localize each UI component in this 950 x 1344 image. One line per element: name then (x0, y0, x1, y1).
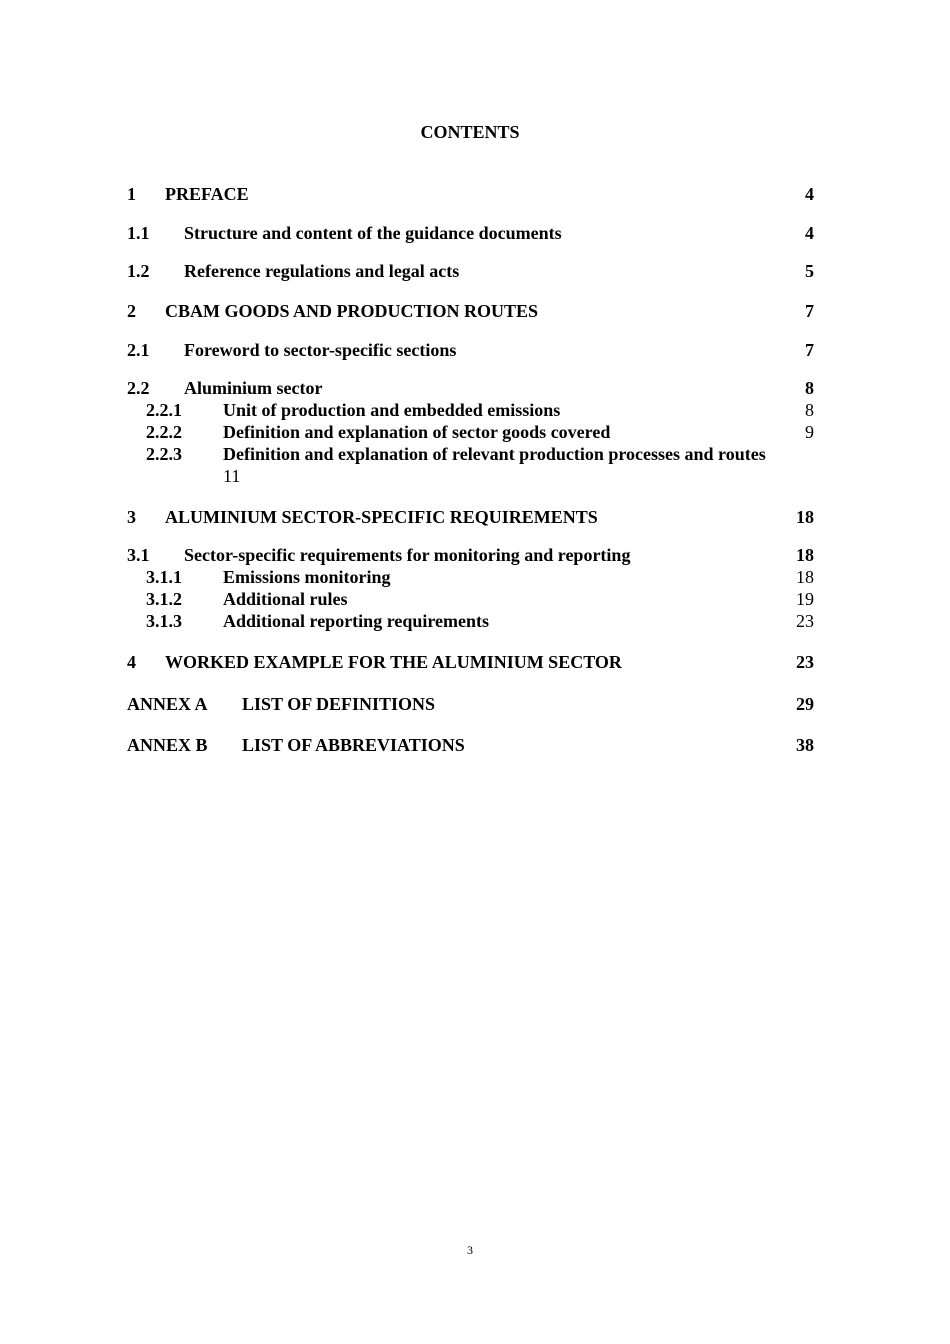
toc-page-number: 5 (805, 261, 814, 281)
toc-number: ANNEX B (127, 735, 208, 755)
toc-number: ANNEX A (127, 694, 208, 714)
toc-page-number: 11 (223, 466, 241, 486)
toc-page-number: 7 (805, 301, 814, 321)
toc-page-number: 18 (796, 567, 814, 587)
toc-title: LIST OF DEFINITIONS (242, 694, 436, 714)
toc-page-number: 4 (805, 184, 814, 204)
contents-heading: CONTENTS (420, 122, 520, 142)
toc-title: Additional rules (223, 589, 348, 609)
toc-title: LIST OF ABBREVIATIONS (242, 735, 465, 755)
toc-number: 2.2.2 (146, 422, 182, 442)
toc-number: 2.1 (127, 340, 150, 360)
toc-title: Definition and explanation of sector goods covered (223, 422, 611, 442)
toc-number: 4 (127, 652, 136, 672)
toc-title: CBAM GOODS AND PRODUCTION ROUTES (165, 301, 539, 321)
toc-number: 2 (127, 301, 136, 321)
toc-number: 1 (127, 184, 136, 204)
toc-page-number: 9 (805, 422, 814, 442)
toc-title: WORKED EXAMPLE FOR THE ALUMINIUM SECTOR (165, 652, 622, 672)
toc-number: 3.1.3 (146, 611, 182, 631)
toc-page-number: 7 (805, 340, 814, 360)
toc-page-number: 8 (805, 378, 814, 398)
toc-number: 1.2 (127, 261, 150, 281)
toc-title: Aluminium sector (184, 378, 323, 398)
toc-title: Unit of production and embedded emissions (223, 400, 561, 420)
toc-title: PREFACE (165, 184, 249, 204)
toc-page-number: 23 (796, 652, 814, 672)
toc-number: 2.2.1 (146, 400, 182, 420)
toc-title: Reference regulations and legal acts (184, 261, 460, 281)
toc-page-number: 19 (796, 589, 814, 609)
toc-number: 3 (127, 507, 136, 527)
toc-number: 1.1 (127, 223, 150, 243)
toc-page-number: 29 (796, 694, 814, 714)
toc-title: Definition and explanation of relevant production processes and routes (223, 444, 766, 464)
toc-title: Structure and content of the guidance documents (184, 223, 562, 243)
toc-number: 3.1.1 (146, 567, 182, 587)
toc-page-number: 23 (796, 611, 814, 631)
toc-page-number: 4 (805, 223, 814, 243)
toc-page-number: 18 (796, 545, 814, 565)
page-number: 3 (467, 1243, 473, 1257)
toc-number: 2.2 (127, 378, 150, 398)
toc-page-number: 18 (796, 507, 814, 527)
toc-title: Emissions monitoring (223, 567, 391, 587)
toc-page-number: 38 (796, 735, 814, 755)
toc-number: 2.2.3 (146, 444, 182, 464)
toc-title: Sector-specific requirements for monitoring and reporting (184, 545, 631, 565)
toc-title: Foreword to sector-specific sections (184, 340, 457, 360)
toc-title: Additional reporting requirements (223, 611, 490, 631)
toc-page-number: 8 (805, 400, 814, 420)
toc-number: 3.1.2 (146, 589, 182, 609)
toc-number: 3.1 (127, 545, 150, 565)
toc-title: ALUMINIUM SECTOR-SPECIFIC REQUIREMENTS (165, 507, 598, 527)
